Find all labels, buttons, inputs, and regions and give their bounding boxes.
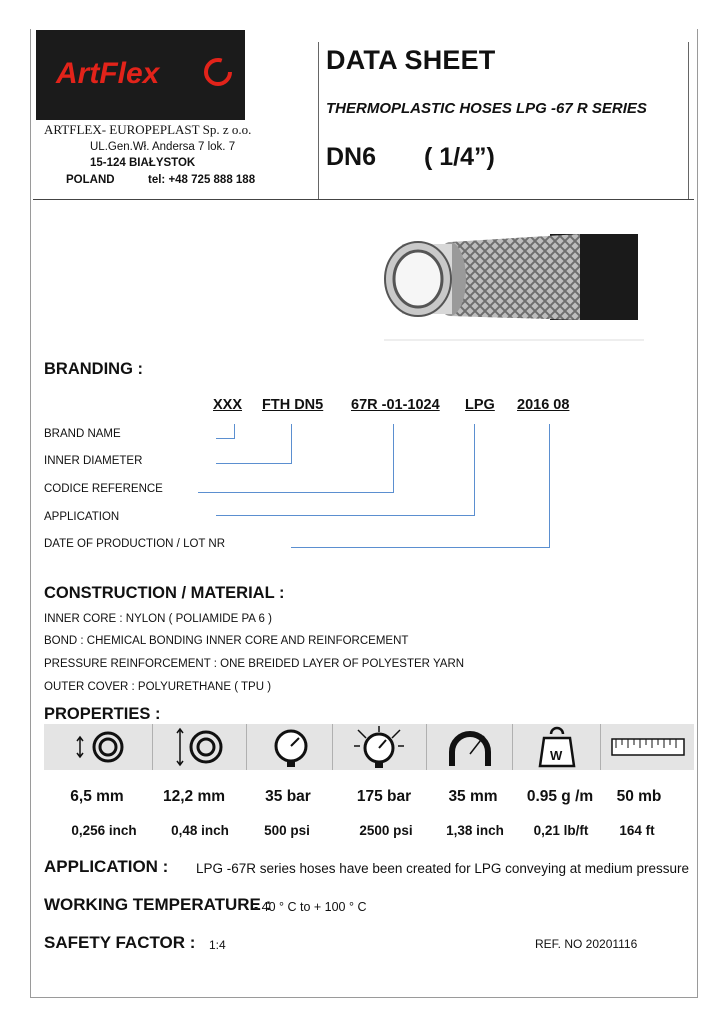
construction-bond: BOND : CHEMICAL BONDING INNER CORE AND REINFORCEMENT	[44, 635, 409, 647]
brand-code-diameter: FTH DN5	[262, 397, 324, 413]
bend-radius-inch: 1,38 inch	[446, 823, 504, 838]
header-divider	[318, 42, 319, 200]
safety-factor-value: 1:4	[209, 938, 226, 952]
inner-diameter-icon	[72, 724, 128, 770]
header-right-border	[688, 42, 689, 200]
company-country: POLAND	[66, 174, 115, 186]
leader-brand-h	[216, 438, 235, 439]
properties-icon-strip	[44, 724, 694, 770]
label-application: APPLICATION	[44, 511, 120, 523]
logo-swirl-icon	[200, 54, 236, 90]
outer-diameter-inch: 0,48 inch	[171, 823, 229, 838]
length-ruler-icon	[608, 724, 688, 770]
inner-diameter-mm: 6,5 mm	[70, 788, 124, 805]
strip-separator	[152, 724, 153, 770]
weight-gm: 0.95 g /m	[526, 788, 594, 805]
brand-code-reference: 67R -01-1024	[351, 397, 440, 413]
strip-separator	[426, 724, 427, 770]
dn-size: ( 1/4”)	[424, 143, 495, 171]
leader-date-h	[291, 547, 550, 548]
logo-text: ArtFlex	[56, 57, 160, 90]
length-ft: 164 ft	[619, 823, 655, 838]
weight-icon	[534, 724, 580, 770]
working-temperature-value: - 40 ° C to + 100 ° C	[254, 900, 367, 914]
strip-separator	[512, 724, 513, 770]
header-bottom-rule	[33, 199, 694, 200]
burst-pressure-psi: 2500 psi	[359, 823, 413, 838]
leader-diameter-h	[216, 463, 292, 464]
bend-radius-mm: 35 mm	[448, 788, 498, 805]
doc-subtitle: THERMOPLASTIC HOSES LPG -67 R SERIES	[326, 100, 647, 117]
burst-pressure-gauge-icon	[348, 724, 410, 770]
company-street: UL.Gen.Wł. Andersa 7 lok. 7	[90, 141, 236, 153]
construction-inner-core: INNER CORE : NYLON ( POLIAMIDE PA 6 )	[44, 613, 272, 625]
hose-image	[380, 226, 650, 346]
strip-separator	[600, 724, 601, 770]
properties-title: PROPERTIES :	[44, 705, 161, 723]
burst-pressure-bar: 175 bar	[356, 788, 412, 805]
company-logo	[36, 30, 245, 120]
inner-diameter-inch: 0,256 inch	[71, 823, 137, 838]
bend-radius-icon	[442, 724, 498, 770]
company-city: 15-124 BIAŁYSTOK	[90, 157, 196, 169]
length-mb: 50 mb	[616, 788, 662, 805]
label-date-of-production: DATE OF PRODUCTION / LOT NR	[44, 538, 226, 550]
label-codice-reference: CODICE REFERENCE	[44, 483, 163, 495]
weight-lbft: 0,21 lb/ft	[533, 823, 589, 838]
application-label: APPLICATION :	[44, 857, 169, 876]
outer-diameter-mm: 12,2 mm	[162, 788, 226, 805]
leader-application-v	[474, 424, 475, 516]
strip-separator	[332, 724, 333, 770]
outer-diameter-icon	[172, 724, 228, 770]
construction-title: CONSTRUCTION / MATERIAL :	[44, 584, 285, 602]
brand-code-application: LPG	[465, 397, 495, 413]
working-pressure-bar: 35 bar	[265, 788, 311, 805]
doc-title: DATA SHEET	[326, 45, 496, 75]
working-temperature-label: WORKING TEMPERATURE :	[44, 895, 272, 914]
brand-code-date: 2016 08	[517, 397, 570, 413]
leader-application-h	[216, 515, 475, 516]
working-pressure-gauge-icon	[266, 724, 316, 770]
working-pressure-psi: 500 psi	[264, 823, 310, 838]
strip-separator	[246, 724, 247, 770]
brand-code-name: XXX	[213, 397, 243, 413]
construction-reinforcement: PRESSURE REINFORCEMENT : ONE BREIDED LAYER OF POLYESTER YARN	[44, 658, 465, 670]
branding-title: BRANDING :	[44, 360, 143, 378]
company-phone: tel: +48 725 888 188	[148, 174, 256, 186]
svg-text:W: W	[550, 748, 563, 763]
leader-reference-v	[393, 424, 394, 493]
dn-label: DN6	[326, 143, 377, 171]
label-brand-name: BRAND NAME	[44, 428, 121, 440]
construction-outer-cover: OUTER COVER : POLYURETHANE ( TPU )	[44, 681, 272, 693]
leader-date-v	[549, 424, 550, 548]
leader-reference-h	[198, 492, 394, 493]
label-inner-diameter: INNER DIAMETER	[44, 455, 143, 467]
application-text: LPG -67R series hoses have been created for LPG conveying at medium pressure	[196, 861, 690, 876]
leader-brand-v	[234, 424, 235, 439]
safety-factor-label: SAFETY FACTOR :	[44, 933, 196, 952]
leader-diameter-v	[291, 424, 292, 464]
company-name: ARTFLEX- EUROPEPLAST Sp. z o.o.	[44, 122, 252, 137]
reference-number: REF. NO 20201116	[535, 937, 638, 951]
page-frame	[30, 29, 698, 998]
